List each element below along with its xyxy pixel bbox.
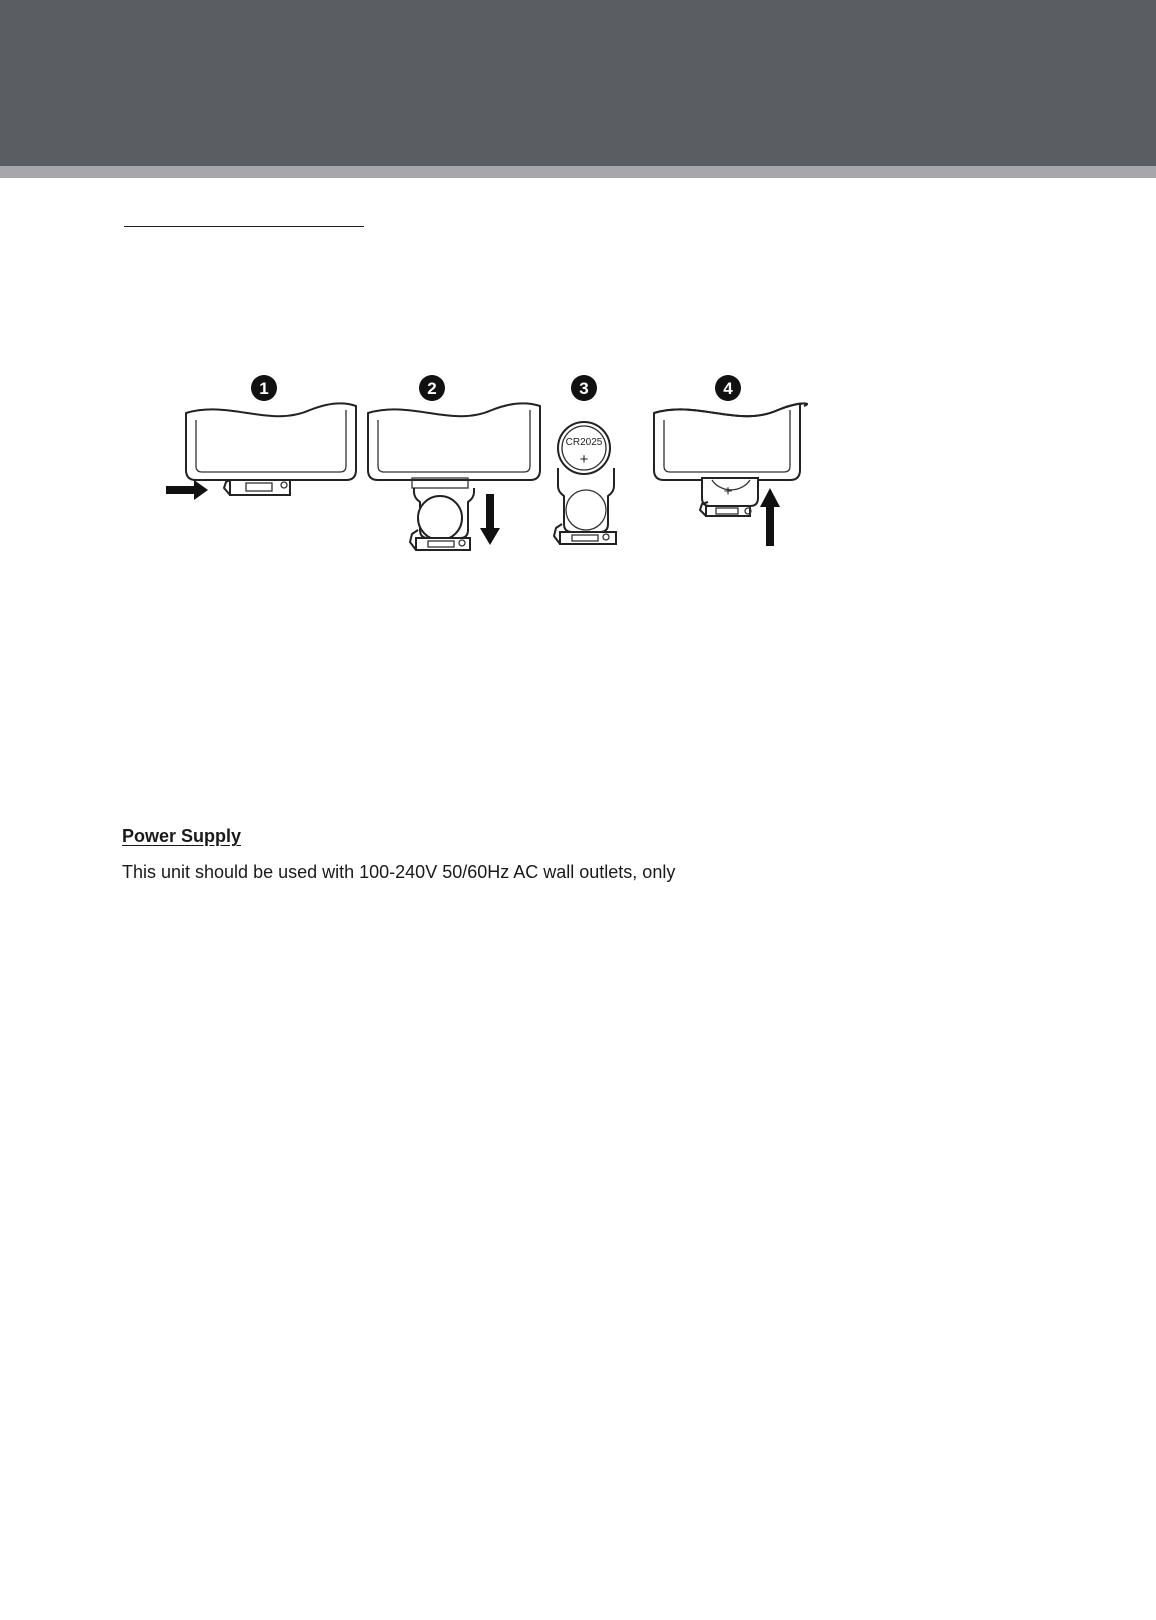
tray-polarity-label: + <box>723 483 733 500</box>
step-1-number: 1 <box>259 379 269 398</box>
battery-tray <box>230 480 290 495</box>
step-4-number: 4 <box>723 379 733 398</box>
pull-down-arrow-icon <box>480 494 500 545</box>
step-2-number: 2 <box>427 379 437 398</box>
power-supply-heading: Power Supply <box>122 826 242 846</box>
step-2-illustration <box>368 375 540 550</box>
battery-model-label: CR2025 <box>565 437 603 448</box>
step-3-number: 3 <box>579 379 589 398</box>
battery-tray <box>558 468 614 532</box>
step-3-illustration <box>554 375 616 544</box>
step-4-illustration <box>654 375 807 546</box>
power-supply-text: This unit should be used with 100-240V 50/60Hz AC wall outlets, only <box>122 862 676 882</box>
heading-underline-rule <box>124 226 364 227</box>
step-1-illustration <box>166 375 356 500</box>
coin-cell <box>418 496 462 540</box>
battery-replacement-diagram <box>160 370 820 570</box>
battery-polarity-label: + <box>579 451 589 468</box>
header-band <box>0 0 1156 166</box>
push-up-arrow-icon <box>760 488 780 546</box>
header-stripe <box>0 166 1156 178</box>
push-arrow-icon <box>166 480 208 500</box>
